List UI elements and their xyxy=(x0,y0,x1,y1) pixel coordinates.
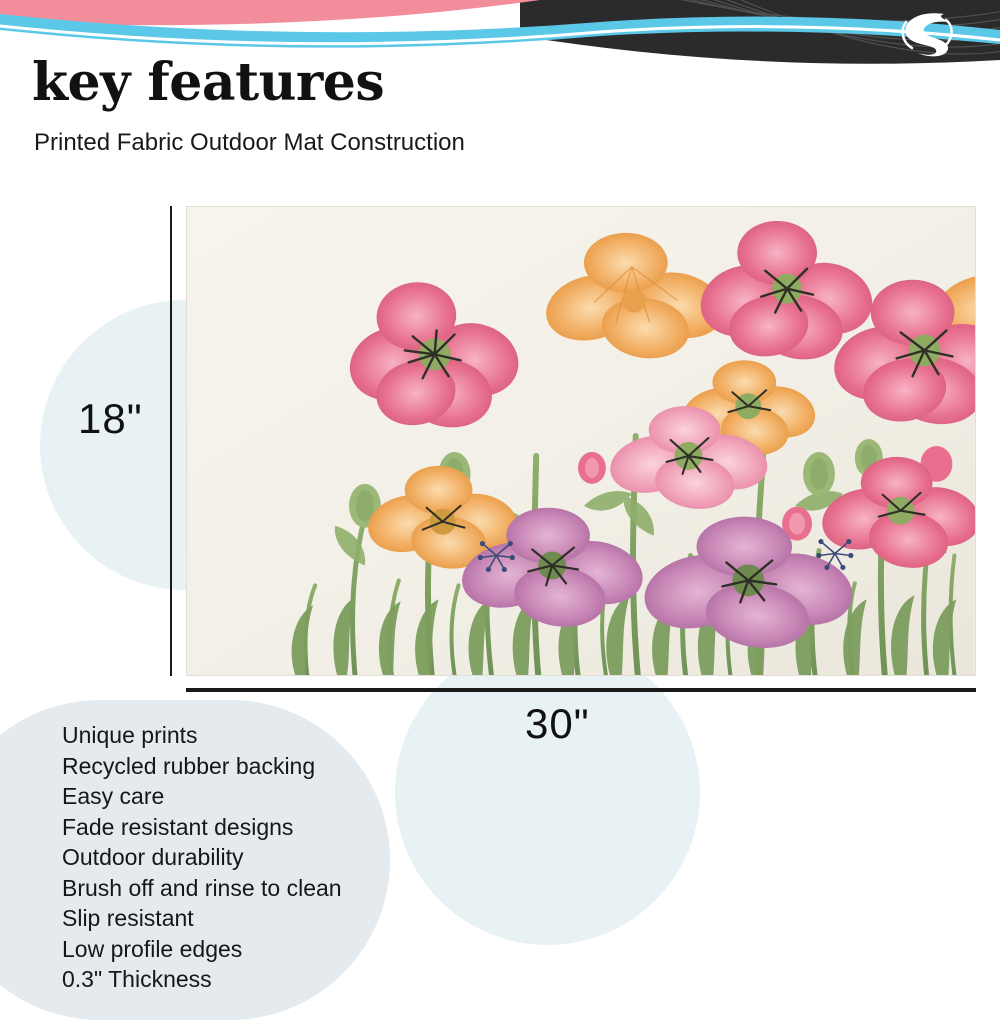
watercolor-poppy-floral-mat-graphic xyxy=(186,206,976,676)
width-measure-line xyxy=(186,688,976,692)
page-title: key features xyxy=(32,52,385,113)
swirl-s-logo xyxy=(884,8,970,60)
title-block xyxy=(32,52,732,158)
product-image xyxy=(186,206,976,676)
list-item: Outdoor durability xyxy=(62,844,244,870)
list-item: Easy care xyxy=(62,783,165,809)
list-item: Recycled rubber backing xyxy=(62,752,316,779)
list-item: Brush off and rinse to clean xyxy=(62,874,342,901)
height-dimension-label: 18" xyxy=(78,395,143,442)
list-item: Low profile edges xyxy=(62,935,243,962)
list-item: Slip resistant xyxy=(62,905,194,931)
feature-list xyxy=(62,720,342,995)
list-item: 0.3" Thickness xyxy=(62,966,212,992)
list-item: Unique prints xyxy=(62,722,198,748)
width-dimension-label: 30" xyxy=(525,700,590,747)
page-subtitle: Printed Fabric Outdoor Mat Construction xyxy=(34,129,465,156)
height-measure-line xyxy=(170,206,172,676)
decorative-circle-bottom xyxy=(395,640,700,945)
list-item: Fade resistant designs xyxy=(62,813,294,840)
